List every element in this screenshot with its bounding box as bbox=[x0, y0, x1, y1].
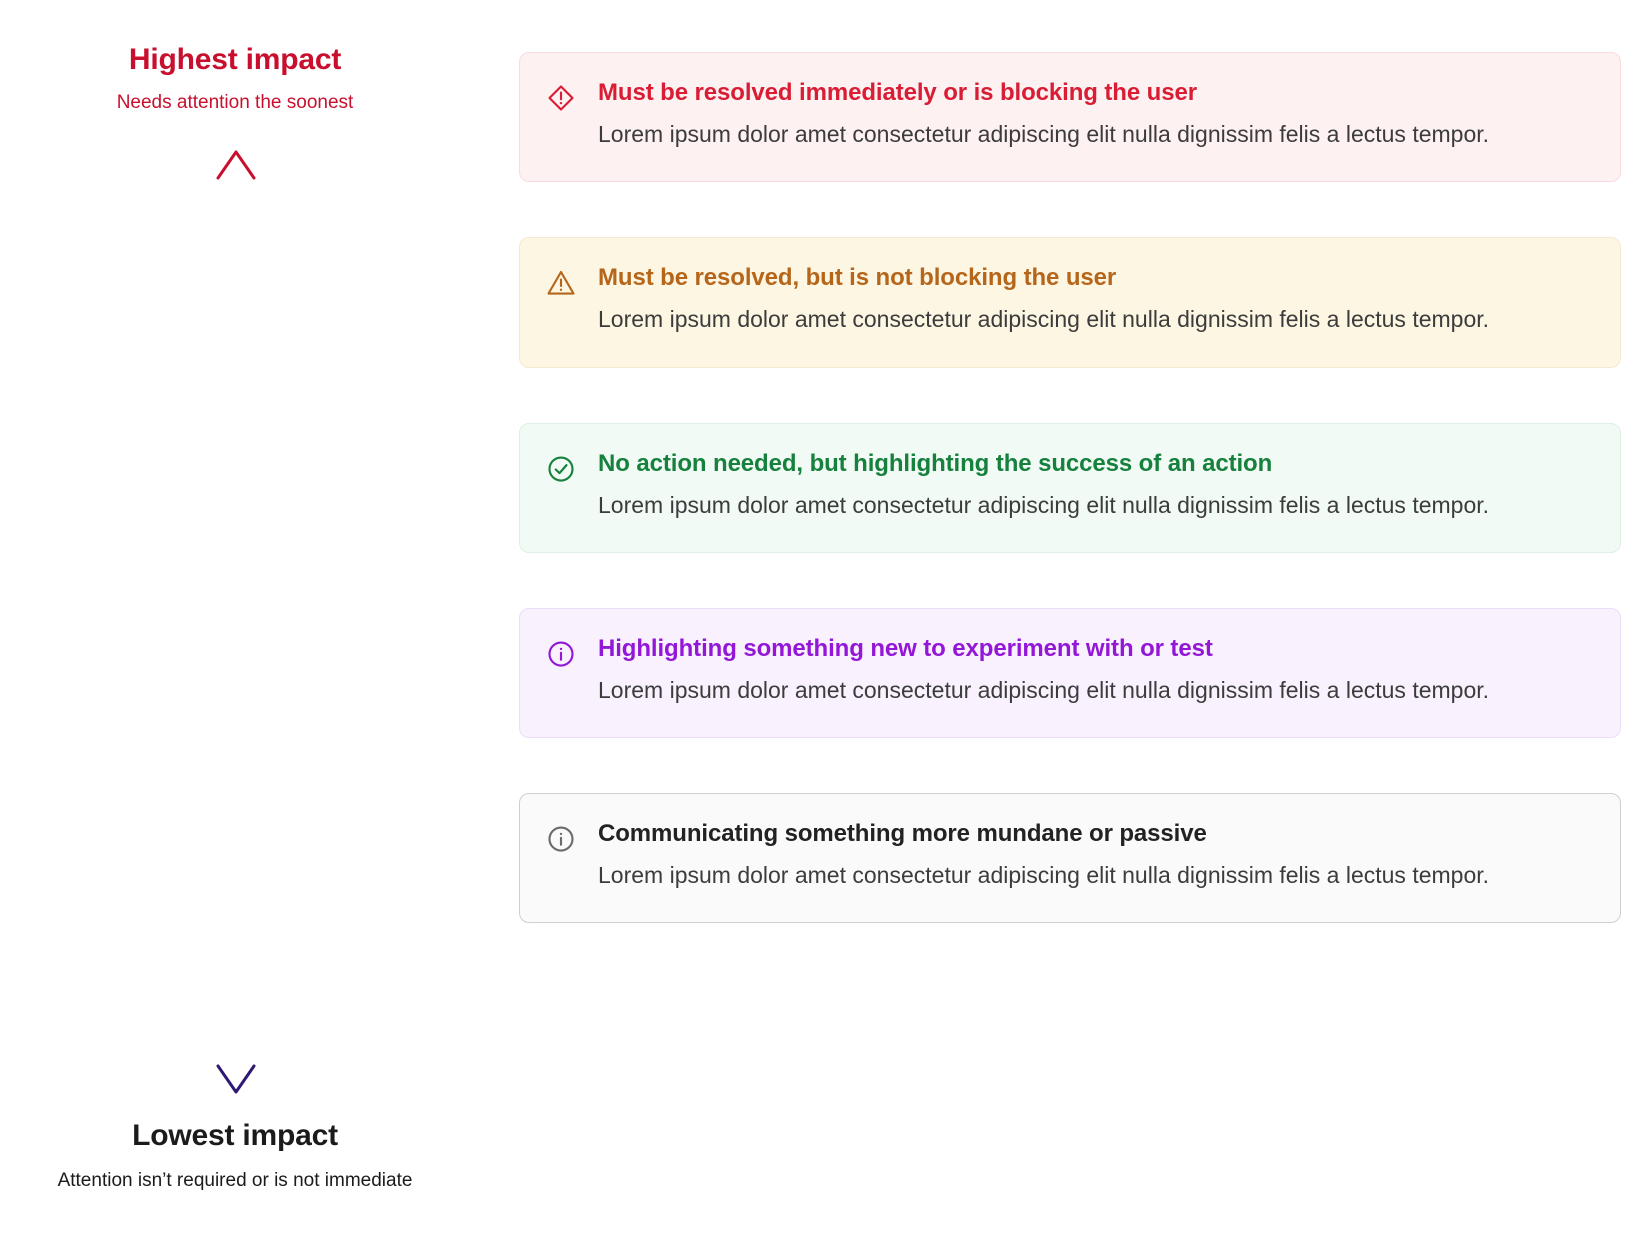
info-circle-icon bbox=[546, 824, 576, 854]
impact-gradient-arrow bbox=[188, 148, 284, 1096]
callout-description: Lorem ipsum dolor amet consectetur adipiscing elit nulla dignissim felis a lectus tempor. bbox=[598, 121, 1490, 147]
callout-critical bbox=[519, 52, 1621, 182]
callout-description: Lorem ipsum dolor amet consectetur adipiscing elit nulla dignissim felis a lectus tempor. bbox=[598, 306, 1490, 333]
callout-body bbox=[598, 634, 1590, 709]
lowest-impact-label: Lowest impact bbox=[132, 1119, 338, 1152]
callout-body bbox=[598, 78, 1590, 153]
highest-impact-label: Highest impact bbox=[128, 43, 342, 76]
callout-title: Communicating something more mundane or passive bbox=[598, 820, 1207, 847]
callout-success bbox=[519, 423, 1621, 553]
callout-description: Lorem ipsum dolor amet consectetur adipiscing elit nulla dignissim felis a lectus tempor. bbox=[598, 491, 1490, 518]
check-circle-icon bbox=[546, 454, 576, 484]
scale-bottom-labels bbox=[0, 1118, 470, 1193]
exclamation-triangle-icon bbox=[546, 268, 576, 298]
callout-title: No action needed, but highlighting the success of an action bbox=[598, 449, 1273, 477]
callout-body bbox=[598, 819, 1590, 894]
callout-body bbox=[598, 263, 1590, 338]
exclamation-diamond-icon bbox=[546, 83, 576, 113]
callout-neutral bbox=[519, 793, 1621, 923]
scale-top-labels bbox=[0, 42, 470, 115]
callout-info bbox=[519, 608, 1621, 738]
info-circle-icon bbox=[546, 639, 576, 669]
callout-body bbox=[598, 449, 1590, 524]
highest-impact-sublabel: Needs attention the soonest bbox=[116, 92, 354, 113]
callout-warning bbox=[519, 237, 1621, 367]
impact-scale-column bbox=[0, 0, 470, 1248]
callout-title: Must be resolved, but is not blocking the user bbox=[598, 264, 1117, 292]
callout-title: Highlighting something new to experiment with or test bbox=[598, 634, 1213, 662]
callout-title: Must be resolved immediately or is blocking the user bbox=[598, 79, 1197, 106]
callout-description: Lorem ipsum dolor amet consectetur adipiscing elit nulla dignissim felis a lectus tempor. bbox=[598, 862, 1490, 888]
callout-list bbox=[519, 52, 1621, 923]
lowest-impact-sublabel: Attention isn’t required or is not immediate bbox=[57, 1170, 413, 1191]
callout-description: Lorem ipsum dolor amet consectetur adipiscing elit nulla dignissim felis a lectus tempor. bbox=[598, 676, 1490, 703]
